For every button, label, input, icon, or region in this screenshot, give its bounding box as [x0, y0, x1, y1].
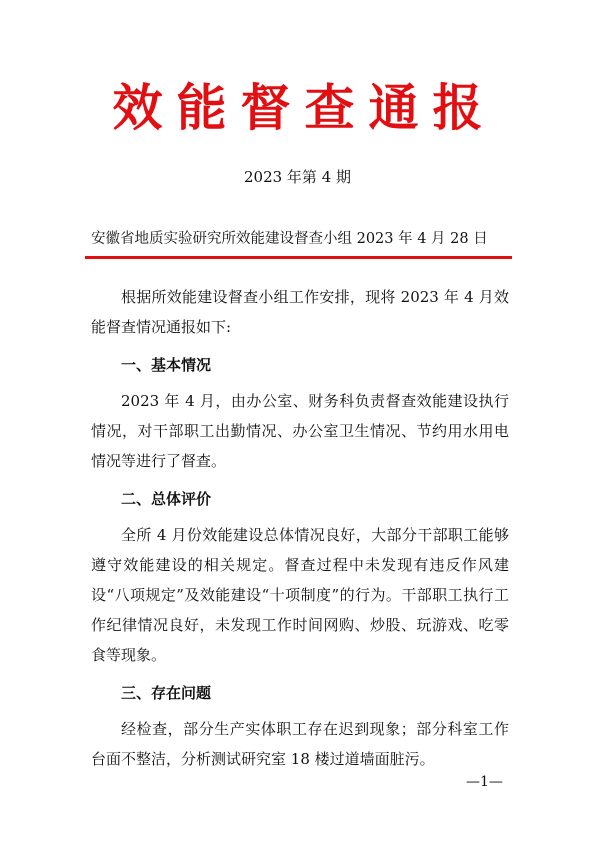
red-divider: [85, 256, 512, 259]
section-heading-basic: 一、基本情况: [121, 356, 212, 374]
section-text-evaluation: 全所 4 月份效能建设总体情况良好，大部分干部职工能够遵守效能建设的相关规定。督查过程中未发现有违反作风建设“八项规定”及效能建设“十项制度”的行为。干部职工执行工作纪律情况良好，未发现工作时间网购、炒股、玩游戏、吃零食等现象。: [91, 526, 509, 664]
section-text-basic: 2023 年 4 月，由办公室、财务科负责督查效能建设执行情况，对干部职工出勤情况、办公室卫生情况、节约用水用电情况等进行了督查。: [91, 392, 509, 470]
document-title: 效能督查通报: [112, 78, 497, 137]
issue-number: 2023 年第 4 期: [243, 168, 352, 186]
section-text-problems: 经检查，部分生产实体职工存在迟到现象；部分科室工作台面不整洁，分析测试研究室 18 楼过道墙面脏污。: [91, 720, 509, 768]
page-number: —1—: [466, 774, 503, 790]
issuer-and-date: 安徽省地质实验研究所效能建设督查小组 2023 年 4 月 28 日: [91, 231, 488, 247]
intro-paragraph: 根据所效能建设督查小组工作安排，现将 2023 年 4 月效能督查情况通报如下:: [91, 288, 509, 336]
section-heading-problems: 三、存在问题: [121, 684, 212, 702]
document-body: [91, 282, 509, 782]
section-heading-evaluation: 二、总体评价: [121, 490, 212, 508]
